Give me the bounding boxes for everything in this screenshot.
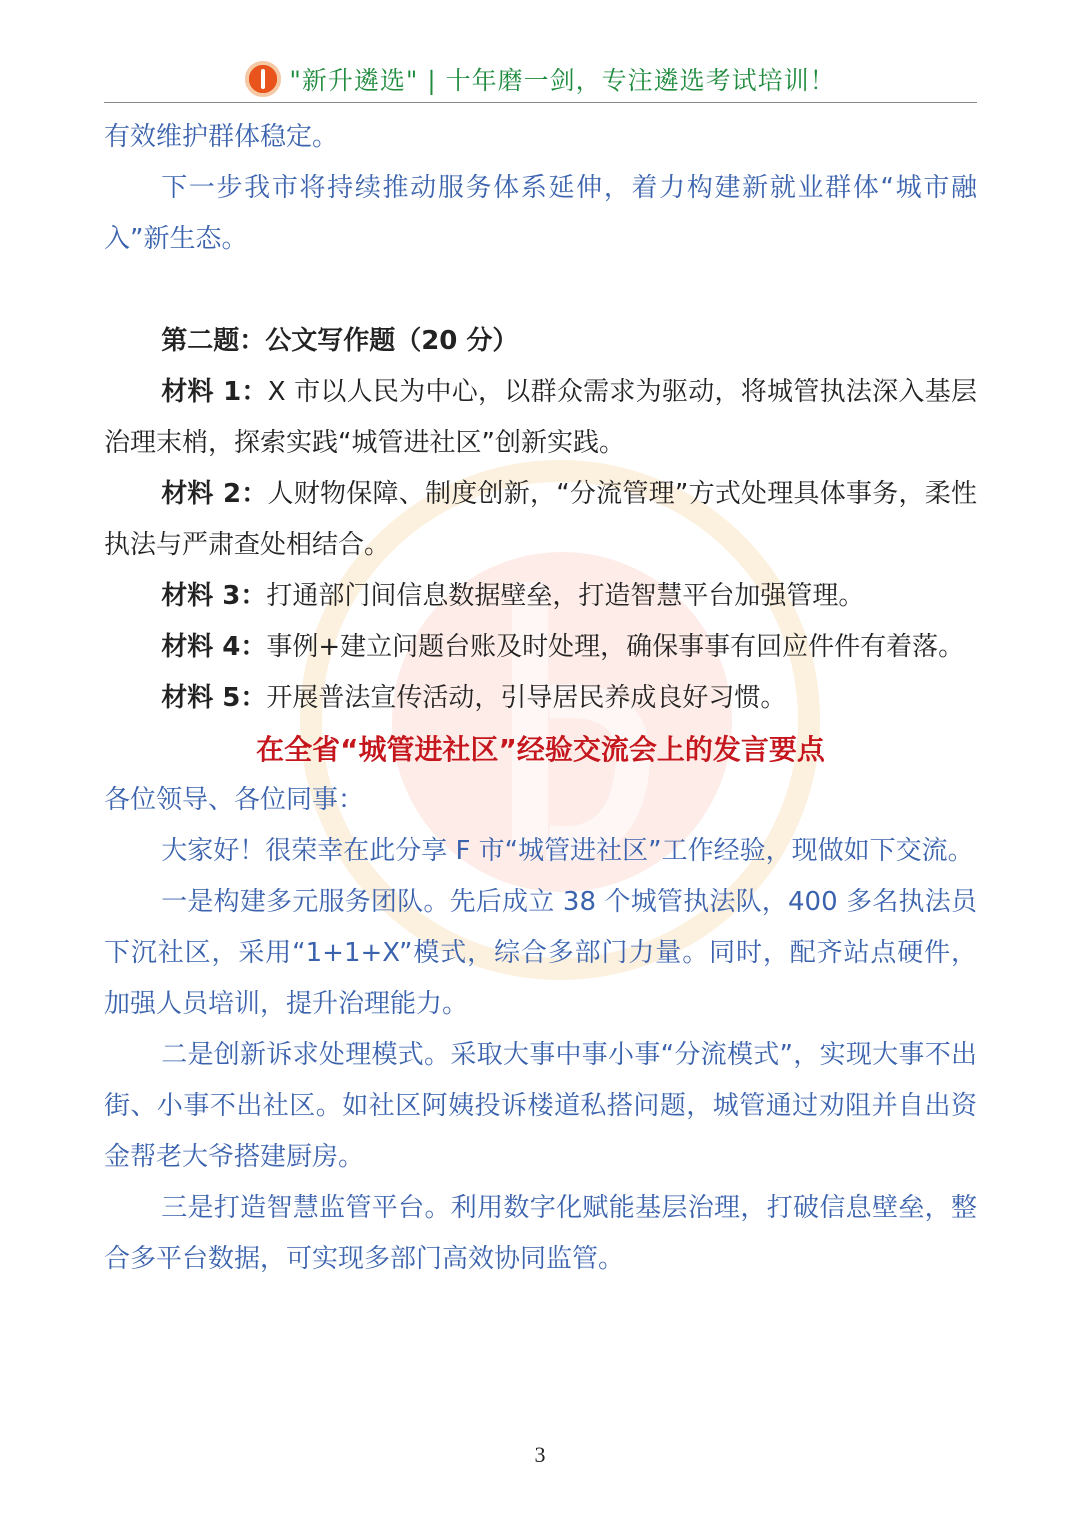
paragraph: 一是构建多元服务团队。先后成立 38 个城管执法队，400 多名执法员下沉社区，采用“1+1+X”模式，综合多部门力量。同时，配齐站点硬件，加强人员培训，提升治理能力。 <box>104 887 977 1019</box>
paragraph: 下一步我市将持续推动服务体系延伸，着力构建新就业群体“城市融入”新生态。 <box>104 173 977 254</box>
logo-icon <box>245 61 281 97</box>
page-number: 3 <box>534 1442 546 1467</box>
document-body <box>104 112 977 1285</box>
material-1 <box>104 367 977 469</box>
material-label: 材料 2： <box>161 479 268 509</box>
material-text: 事例+建立问题台账及时处理，确保事事有回应件件有着落。 <box>266 632 965 662</box>
material-text: X 市以人民为中心，以群众需求为驱动，将城管执法深入基层治理末梢，探索实践“城管进社区”创新实践。 <box>104 377 977 458</box>
material-label: 材料 1： <box>161 377 268 407</box>
question-title: 第二题：公文写作题（20 分） <box>161 326 519 356</box>
material-label: 材料 4： <box>161 632 267 662</box>
material-3 <box>104 571 977 622</box>
material-4 <box>104 622 977 673</box>
paragraph: 大家好！很荣幸在此分享 F 市“城管进社区”工作经验，现做如下交流。 <box>161 836 974 866</box>
page-header <box>104 56 977 103</box>
paragraph: 二是创新诉求处理模式。采取大事中事小事“分流模式”，实现大事不出街、小事不出社区。如社区阿姨投诉楼道私搭问题，城管通过劝阻并自出资金帮老大爷搭建厨房。 <box>104 1040 977 1172</box>
material-label: 材料 3： <box>161 581 267 611</box>
salutation: 各位领导、各位同事： <box>104 785 365 815</box>
paragraph: 三是打造智慧监管平台。利用数字化赋能基层治理，打破信息壁垒，整合多平台数据，可实现多部门高效协同监管。 <box>104 1193 977 1274</box>
material-text: 打通部门间信息数据壁垒，打造智慧平台加强管理。 <box>266 581 865 611</box>
material-2 <box>104 469 977 571</box>
material-label: 材料 5： <box>161 683 267 713</box>
answer-title: 在全省“城管进社区”经验交流会上的发言要点 <box>256 733 825 766</box>
material-text: 人财物保障、制度创新，“分流管理”方式处理具体事务，柔性执法与严肃查处相结合。 <box>104 479 977 560</box>
material-5 <box>104 673 977 724</box>
paragraph: 有效维护群体稳定。 <box>104 122 339 152</box>
material-text: 开展普法宣传活动，引导居民养成良好习惯。 <box>266 683 787 713</box>
header-slogan: "新升遴选" | 十年磨一剑，专注遴选考试培训！ <box>289 66 836 95</box>
